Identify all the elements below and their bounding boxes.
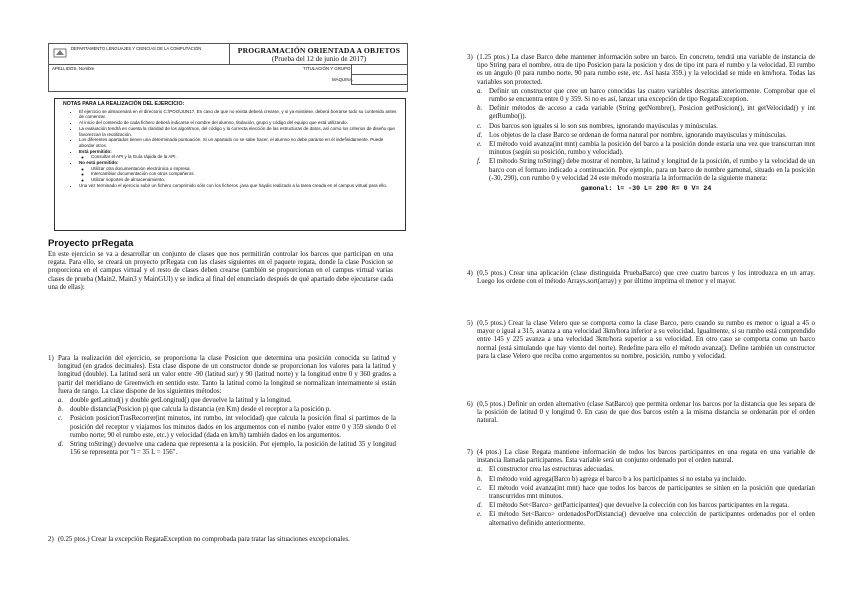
notes-title: NOTAS PARA LA REALIZACIÓN DEL EJERCICIO: [63, 101, 185, 107]
question-number: 5) [467, 320, 473, 327]
university-logo-icon [53, 47, 67, 59]
note-subitem: ◦ Utilizar otra documentación electrónica o impresa. [91, 166, 397, 172]
item-label: f. [477, 158, 481, 166]
item-text: El constructor crea las estructuras adecuadas. [489, 466, 614, 474]
item-text: double distancia(Posicion p) que calcula la distancia (en Km) desde el receptor a la posición p. [70, 406, 331, 414]
note-subitem: ◦ Utilizar soportes de almacenamiento. [91, 177, 397, 183]
item-label: a. [477, 87, 483, 95]
note-subitem: ◦ Consultar el API y la Guía rápida de la API. [91, 154, 397, 160]
question-3 [467, 54, 815, 193]
question-text: (0,5 ptos.) Definir un orden alternativo (clase SatBarco) que permita ordenar los barcos por la distancia que les separa de la posición de latitud 0 y longitud 0. En caso de que dos barcos estén a la misma distancia se ordenarán por el orden natural. [477, 401, 815, 425]
question-text: (0,5 ptos.) Crear una aplicación (clase distinguida PruebaBarco) que cree cuatro barcos y los introduzca en un array. Luego los ordene con el método Arrays.sort(array) y por último imprima el menor y el mayor. [477, 270, 815, 286]
item-label: b. [477, 105, 483, 113]
item-label: c. [477, 484, 482, 492]
note-item: No está permitido: [79, 160, 119, 166]
item-label: d. [477, 131, 483, 139]
item-text: El método String toString() debe mostrar el nombre, la latitud y longitud de la posición, el rumbo y la velocidad de un barco con el formato indicado a continuación. Por ejemplo, para un barco de nombre gamonal, situado en la posición (-30, 290), con rumbo 0 y velocidad 24 este método mostraría la información de la siguiente manera: [489, 158, 815, 182]
question-text: Para la realización del ejercicio, se proporciona la clase Posicion que determina una posición conocida su latitud y longitud (en grados decimales). Esta clase dispone de un constructor donde se proporcionan los valores para la latitud y longitud (double). La latitud será un valor entre -90 (latitud sur) y 90 (latitud norte) y la longitud entre 0 y 360 grados a partir del meridiano de Greenwich en sentido este. Tanto la latitud como la longitud se normalizan internamente si están fuera de rango. La clase dispone de los siguientes métodos: [58, 355, 396, 395]
intro-paragraph: En este ejercicio se va a desarrollar un conjunto de clases que nos permitirán controlar los barcos que participan en una regata. Para ello, se creará un proyecto prRegata con las clases siguientes en el paquete regata, donde la clase Posicion se proporciona en el campus virtual y el resto de clases deben crearse (también se proporcionan en el campus virtual varias clases de prueba (Main2, Main3 y MainGUI) y se indica al final del enunciado después de qué apartado debe ejecutarse cada una de ellas): [48, 251, 393, 291]
item-text: Posicion posicionTrasRecorrer(int minutos, int rumbo, int velocidad) que calcula la posición final si partimos de la posición del receptor y viajamos los minutos dados en los argumentos con el rumbo (valor entre 0 y 359 siendo 0 el rumbo norte; 90 el rumbo este, etc.) y velocidad (dada en km/h) también dados en los argumentos. [70, 415, 396, 439]
question-text: (4 ptos.) La clase Regata mantiene información de todos los barcos participantes en una regata en una variable de instancia llamada participantes. Esta variable será un conjunto ordenado por el orden natural. [477, 449, 815, 465]
note-subitem: ◦ Intercambiar documentación con otros compañeros. [91, 171, 397, 177]
maquina-label: MÁQUINA [332, 77, 353, 82]
question-text: (0,5 ptos.) Crear la clase Velero que se comporta como la clase Barco, pero cuando su rumbo es menor o igual a 45 o mayor o igual a 315, avanza a una velocidad 3km/hora inferior a su velocidad. Igualmente, si su rumbo está comprendido entre 145 y 225 avanza a una velocidad 3km/hora superior a su velocidad. En otro caso se comporta como un barco normal (está simulando que hay viento del norte). Redefine para ello el método avanza(). Define también un constructor para la clase Velero que reciba como argumentos su nombre, posición, rumbo y velocidad. [477, 320, 815, 360]
exam-notes [54, 98, 406, 231]
question-7 [467, 449, 815, 528]
question-number: 3) [467, 54, 473, 61]
exam-header [48, 43, 408, 92]
item-text: El método void agrega(Barco b) agrega el barco b a los participantes si no estaba ya incluido. [489, 475, 747, 483]
item-text: Definir un constructor que cree un barco conocidas las cuatro variables descritas anteriormente. Comprobar que el rumbo se encuentra entre 0 y 359. Si no es así, lanzar una excepción de tipo RegataException. [489, 87, 815, 104]
section-title: Proyecto prRegata [48, 238, 134, 249]
item-text: El método void avanza(int mnt) hace que todos los barcos de participantes se sitúen en la posición que quedarían transcurridos mnt minutos. [489, 484, 815, 501]
question-6 [467, 401, 815, 426]
item-text: El método void avanza(int mnt) cambia la posición del barco a la posición donde estaría una vez que transcurran mnt minutos (según su posición, rumbo y velocidad). [489, 141, 815, 157]
item-text: El método Set<Barco> getParticipantes() que devuelve la colección con los barcos participantes en la regata. [489, 502, 789, 510]
sample-output: gamonal: l= -30 L= 290 R= 0 V= 24 [580, 185, 712, 193]
apellidos-label: APELLIDOS, Nombre [52, 66, 95, 71]
question-2 [48, 536, 396, 544]
question-text: (0.25 ptos.) Crear la excepción RegataException no comprobada para tratar las situaciones excepcionales. [58, 536, 350, 543]
item-text: El método Set<Barco> ordenadosPorDistancia() devuelve una colección de participantes ordenados por el orden alternativo definido anteriormente. [489, 511, 815, 527]
item-label: e. [477, 511, 482, 519]
question-number: 7) [467, 449, 473, 456]
item-label: c. [477, 122, 482, 130]
exam-title: PROGRAMACIÓN ORIENTADA A OBJETOS [237, 46, 401, 55]
question-4 [467, 270, 815, 286]
item-label: e. [477, 141, 482, 149]
exam-date: (Prueba del 12 de junio de 2017) [271, 55, 367, 63]
item-label: a. [477, 466, 483, 474]
item-text: Dos barcos son iguales si lo son sus nombres, ignorando mayúsculas y minúsculas. [489, 122, 718, 130]
note-item: • Una vez terminado el ejercicio subir un fichero comprimido sólo con los ficheros .java que hayáis realizado a la tarea creada en el campus virtual para ello. [79, 183, 397, 189]
note-item: • Al inicio del contenido de cada fichero deberá indicarse el nombre del alumno, titulación, grupo y código del equipo que está utilizando. [79, 120, 397, 126]
item-text: String toString() devuelve una cadena que representa a la posición. Por ejemplo, la posición de latitud 35 y longitud 156 se representa por "l = 35 L = 156". [70, 441, 396, 457]
maquina-field [351, 75, 408, 85]
question-number: 2) [48, 536, 54, 543]
item-text: Los objetos de la clase Barco se ordenan de forma natural por nombre, ignorando mayúsculas y minúsculas. [489, 131, 787, 139]
question-number: 6) [467, 401, 473, 408]
item-label: d. [477, 502, 483, 510]
item-label: d. [58, 441, 64, 449]
note-item: • El ejercicio se almacenará en el directorio C:\POO\JUN17. En caso de que no exista deberá crearse, y si ya existiese, deberá borrarse todo su contenido antes de comenzar. [79, 109, 397, 120]
note-item: Está permitido: [79, 148, 112, 154]
note-item: • La evaluación tendrá en cuenta la claridad de los algoritmos, del código y la correcta elección de las estructuras de datos, así como los criterios de diseño que favorezcan la reutilización. [79, 126, 397, 137]
item-text: double getLatitud() y double getLongitud() que devuelve la latitud y la longitud. [70, 397, 292, 405]
question-1 [48, 355, 396, 457]
question-number: 1) [48, 355, 54, 362]
titulacion-label: TITULACIÓN Y GRUPO [303, 66, 351, 71]
question-text: (1.25 ptos.) La clase Barco debe mantener información sobre un barco. En concreto, tendrá una variable de instancia de tipo String para el nombre, otra de tipo Posicion para la posicion y dos de tipo int para el rumbo y la velocidad. El rumbo es un ángulo (0 para rumbo norte, 90 para rumbo este, etc. Así hasta 359.) y la velocidad se mide en km/hora. Todas las variables son protected. [477, 54, 815, 86]
item-label: b. [58, 406, 64, 414]
item-label: c. [58, 415, 63, 423]
item-label: a. [58, 397, 64, 405]
department-name: DEPARTAMENTO LENGUAJES Y CIENCIAS DE LA COMPUTACIÓN [71, 46, 202, 51]
note-item: • Los diferentes apartados tienen una determinada puntuación. Si un apartado no se sabe hacer, el alumno no debe pararse en él indefinidamente. Puede abordar otros. [79, 137, 397, 148]
question-number: 4) [467, 270, 473, 277]
item-label: b. [477, 475, 483, 483]
item-text: Definir métodos de acceso a cada variable (String getNombre(), Posicion getPosicion(), int getVelocidad() y int getRumbo()). [489, 105, 815, 121]
titulacion-field [351, 65, 408, 75]
question-5 [467, 320, 815, 361]
